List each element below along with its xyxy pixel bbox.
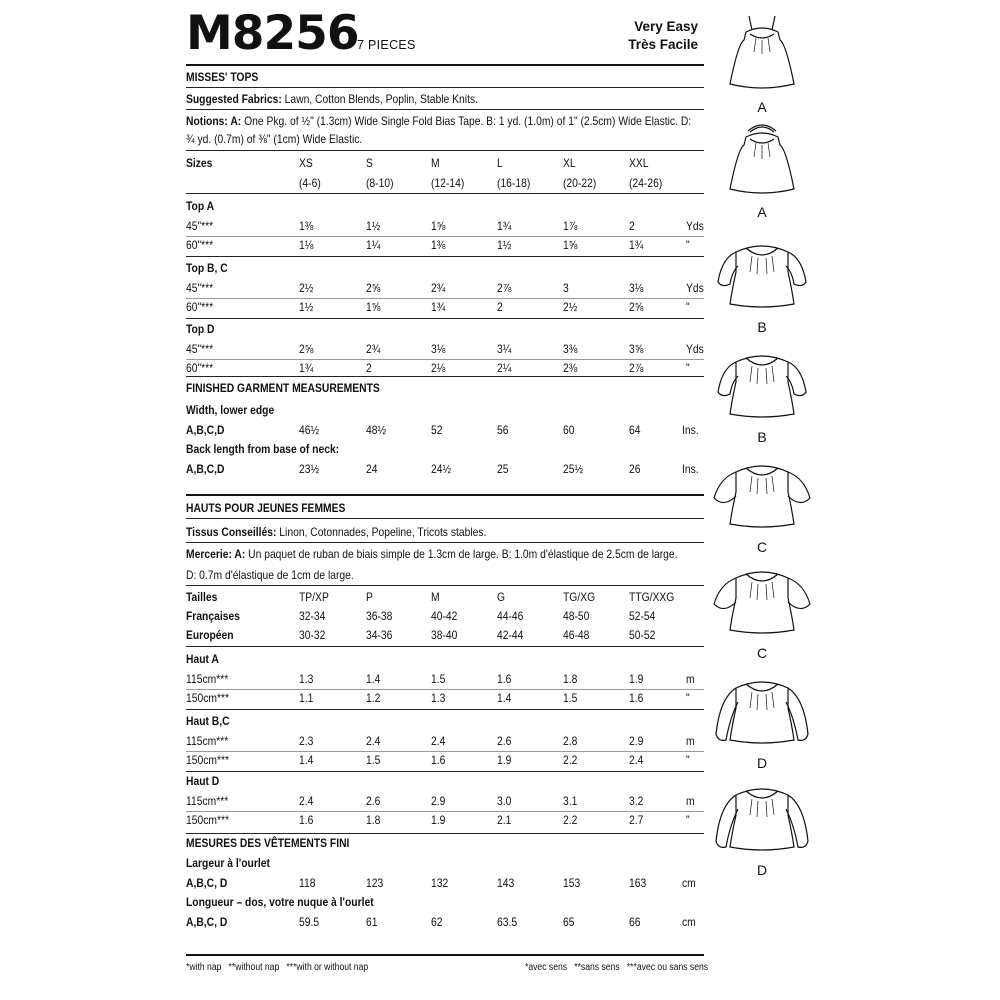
measure-value: 59.5 xyxy=(299,915,320,929)
yardage-value: 2⅜ xyxy=(563,361,578,375)
divider xyxy=(186,109,704,110)
size-header: L xyxy=(497,156,503,170)
divider xyxy=(186,236,704,237)
section-title-fr: HAUTS POUR JEUNES FEMMES xyxy=(186,501,346,515)
pattern-number: M8256 xyxy=(186,6,359,61)
size-value: TTG/XXG xyxy=(629,590,675,604)
yardage-value: 2.4 xyxy=(366,734,381,748)
top-view-b-icon xyxy=(712,232,812,316)
yardage-value: 1½ xyxy=(366,219,381,233)
header-rule xyxy=(186,64,704,66)
unit-label: Yds xyxy=(686,281,704,295)
yardage-value: 2.4 xyxy=(431,734,446,748)
view-label: C xyxy=(756,539,768,555)
top-view-a-icon xyxy=(712,117,812,201)
yardage-value: 2.1 xyxy=(497,813,512,827)
unit-label: Ins. xyxy=(682,462,699,476)
yardage-value: 1⅛ xyxy=(299,238,314,252)
yardage-value: 1⅞ xyxy=(563,219,578,233)
size-header: XS xyxy=(299,156,313,170)
footer-rule xyxy=(186,954,704,956)
yardage-value: 1.1 xyxy=(299,691,314,705)
group-title: Top B, C xyxy=(186,261,228,275)
measure-value: 26 xyxy=(629,462,641,476)
yardage-value: 1⅜ xyxy=(431,238,446,252)
measure-value: 25 xyxy=(497,462,509,476)
fabrics-text-fr: Linon, Cotonnades, Popeline, Tricots stables. xyxy=(276,525,487,539)
yardage-value: 1.5 xyxy=(563,691,578,705)
unit-label: Yds xyxy=(686,342,704,356)
measure-label: A,B,C, D xyxy=(186,915,228,929)
yardage-value: 1.4 xyxy=(366,672,381,686)
yardage-value: 3.1 xyxy=(563,794,578,808)
fabric-width-label: 115cm*** xyxy=(186,734,229,748)
yardage-value: 2¾ xyxy=(366,342,381,356)
unit-label: cm xyxy=(682,876,696,890)
size-value: P xyxy=(366,590,373,604)
fabric-width-label: 45"*** xyxy=(186,281,214,295)
yardage-value: 1.9 xyxy=(629,672,644,686)
size-row-label: Tailles xyxy=(186,590,218,604)
fabric-width-label: 45"*** xyxy=(186,342,214,356)
unit-label: " xyxy=(686,300,690,314)
yardage-value: 2⅝ xyxy=(366,281,381,295)
group-title: Top A xyxy=(186,199,215,213)
yardage-value: 1¾ xyxy=(497,219,512,233)
measure-value: 132 xyxy=(431,876,449,890)
view-label: D xyxy=(756,862,768,878)
measure-value: 25½ xyxy=(563,462,584,476)
measure-value: 64 xyxy=(629,423,641,437)
unit-label: cm xyxy=(682,915,696,929)
divider xyxy=(186,298,704,299)
fabric-width-label: 115cm*** xyxy=(186,672,229,686)
divider xyxy=(186,256,704,257)
yardage-value: 2.2 xyxy=(563,753,578,767)
unit-label: " xyxy=(686,238,690,252)
group-title: Haut A xyxy=(186,652,219,666)
view-label: D xyxy=(756,755,768,771)
yardage-value: 2.4 xyxy=(299,794,314,808)
fabric-width-label: 150cm*** xyxy=(186,813,230,827)
top-view-d-icon xyxy=(712,775,812,859)
divider xyxy=(186,709,704,710)
measure-label: A,B,C, D xyxy=(186,876,228,890)
size-range: (20-22) xyxy=(563,176,597,190)
group-title: Top D xyxy=(186,322,215,336)
notions-label-fr: Mercerie: A: xyxy=(186,547,246,561)
unit-label: m xyxy=(686,794,695,808)
size-value: 50-52 xyxy=(629,628,656,642)
view-label: B xyxy=(757,319,767,335)
yardage-value: 2.9 xyxy=(629,734,644,748)
pieces-count: 7 PIECES xyxy=(357,38,416,52)
divider xyxy=(186,646,704,647)
measure-value: 46½ xyxy=(299,423,320,437)
size-value: TG/XG xyxy=(563,590,596,604)
yardage-value: 1.4 xyxy=(497,691,512,705)
measure-value: 62 xyxy=(431,915,443,929)
measure-value: 65 xyxy=(563,915,575,929)
yardage-value: 2 xyxy=(497,300,503,314)
divider xyxy=(186,150,704,151)
size-range: (8-10) xyxy=(366,176,394,190)
section-rule xyxy=(186,494,704,496)
divider xyxy=(186,518,704,519)
measure-value: 24 xyxy=(366,462,378,476)
measure-value: 123 xyxy=(366,876,384,890)
view-label: C xyxy=(756,645,768,661)
divider xyxy=(186,811,704,812)
view-label: B xyxy=(757,429,767,445)
yardage-value: 2½ xyxy=(563,300,578,314)
measure-value: 118 xyxy=(299,876,316,890)
yardage-value: 1⅜ xyxy=(299,219,314,233)
yardage-value: 2 xyxy=(629,219,635,233)
notions-line1-fr: Un paquet de ruban de biais simple de 1.3cm de large. B: 1.0m d'élastique de 2.5cm de large. xyxy=(245,547,678,561)
size-value: 48-50 xyxy=(563,609,590,623)
measure-value: 61 xyxy=(366,915,378,929)
divider xyxy=(186,585,704,586)
yardage-value: 1.6 xyxy=(299,813,314,827)
yardage-value: 1⅝ xyxy=(431,219,446,233)
fabrics-text-en: Lawn, Cotton Blends, Poplin, Stable Knits. xyxy=(281,92,478,106)
yardage-value: 2.2 xyxy=(563,813,578,827)
size-value: 46-48 xyxy=(563,628,590,642)
measure-value: 52 xyxy=(431,423,443,437)
divider xyxy=(186,751,704,752)
top-view-b-icon xyxy=(712,342,812,426)
unit-label: " xyxy=(686,753,690,767)
yardage-value: 1¾ xyxy=(299,361,314,375)
size-value: 32-34 xyxy=(299,609,326,623)
fabric-width-label: 60"*** xyxy=(186,361,214,375)
yardage-value: 2⅝ xyxy=(629,300,644,314)
yardage-value: 2 xyxy=(366,361,372,375)
fabric-width-label: 45"*** xyxy=(186,219,214,233)
size-row-label: Européen xyxy=(186,628,234,642)
size-range: (24-26) xyxy=(629,176,663,190)
fabric-width-label: 115cm*** xyxy=(186,794,229,808)
top-view-a-icon xyxy=(712,12,812,96)
measure-value: 24½ xyxy=(431,462,452,476)
divider xyxy=(186,318,704,319)
notions-line2-en: ¾ yd. (0.7m) of ⅜" (1cm) Wide Elastic. xyxy=(186,132,363,146)
unit-label: Ins. xyxy=(682,423,699,437)
notions-fr xyxy=(186,547,678,561)
top-view-d-icon xyxy=(712,668,812,752)
notions-line1-en: One Pkg. of ½" (1.3cm) Wide Single Fold Bias Tape. B: 1 yd. (1.0m) of 1" (2.5cm) Wide Elastic. D: xyxy=(241,114,692,128)
size-range: (4-6) xyxy=(299,176,321,190)
measure-value: 66 xyxy=(629,915,641,929)
size-range: (16-18) xyxy=(497,176,531,190)
size-value: 44-46 xyxy=(497,609,524,623)
top-view-c-icon xyxy=(712,558,812,642)
measure-title-fr: MESURES DES VÊTEMENTS FINI xyxy=(186,836,350,850)
divider xyxy=(186,833,704,834)
size-value: TP/XP xyxy=(299,590,329,604)
measure-label: A,B,C,D xyxy=(186,462,225,476)
yardage-value: 2.6 xyxy=(497,734,512,748)
measure-value: 23½ xyxy=(299,462,320,476)
yardage-value: 1.9 xyxy=(431,813,446,827)
yardage-value: 1.4 xyxy=(299,753,314,767)
fabric-width-label: 150cm*** xyxy=(186,753,230,767)
size-header: M xyxy=(431,156,440,170)
yardage-value: 1¼ xyxy=(366,238,381,252)
size-header: XXL xyxy=(629,156,649,170)
yardage-value: 2.4 xyxy=(629,753,644,767)
divider xyxy=(186,87,704,88)
yardage-value: 1.5 xyxy=(431,672,446,686)
yardage-value: 1.2 xyxy=(366,691,381,705)
group-title: Haut D xyxy=(186,774,220,788)
divider xyxy=(186,771,704,772)
fabric-width-label: 60"*** xyxy=(186,300,214,314)
divider xyxy=(186,542,704,543)
measure-value: 48½ xyxy=(366,423,387,437)
measure-value: 56 xyxy=(497,423,509,437)
unit-label: m xyxy=(686,672,695,686)
fabrics-fr xyxy=(186,525,486,539)
size-value: 34-36 xyxy=(366,628,393,642)
size-value: 42-44 xyxy=(497,628,524,642)
yardage-value: 1.5 xyxy=(366,753,381,767)
difficulty-fr: Très Facile xyxy=(628,37,698,52)
yardage-value: 3.0 xyxy=(497,794,512,808)
size-value: 36-38 xyxy=(366,609,393,623)
measure-value: 143 xyxy=(497,876,515,890)
measure-value: 60 xyxy=(563,423,575,437)
section-title-en: MISSES' TOPS xyxy=(186,70,259,84)
yardage-value: 3¼ xyxy=(497,342,512,356)
yardage-value: 3.2 xyxy=(629,794,644,808)
yardage-value: 2⅛ xyxy=(431,361,446,375)
yardage-value: 1.9 xyxy=(497,753,512,767)
divider xyxy=(186,376,704,377)
yardage-value: 2.8 xyxy=(563,734,578,748)
divider xyxy=(186,689,704,690)
size-range: (12-14) xyxy=(431,176,465,190)
size-header: S xyxy=(366,156,373,170)
measure-title: Back length from base of neck: xyxy=(186,442,340,456)
fabric-width-label: 150cm*** xyxy=(186,691,230,705)
size-value: 30-32 xyxy=(299,628,326,642)
yardage-value: 3⅜ xyxy=(563,342,578,356)
yardage-value: 2.9 xyxy=(431,794,446,808)
yardage-value: 2.6 xyxy=(366,794,381,808)
footnote-fr: *avec sens **sans sens ***avec ou sans sens xyxy=(525,962,709,973)
measure-label: A,B,C,D xyxy=(186,423,225,437)
measure-title: Largeur à l'ourlet xyxy=(186,856,270,870)
unit-label: " xyxy=(686,691,690,705)
yardage-value: 1.3 xyxy=(299,672,314,686)
yardage-value: 1⅝ xyxy=(563,238,578,252)
fabrics-label-en: Suggested Fabrics: xyxy=(186,92,282,106)
measure-title-en: FINISHED GARMENT MEASUREMENTS xyxy=(186,381,380,395)
divider xyxy=(186,359,704,360)
measure-value: 153 xyxy=(563,876,581,890)
unit-label: Yds xyxy=(686,219,704,233)
notions-line2-fr: D: 0.7m d'élastique de 1cm de large. xyxy=(186,568,354,582)
footnote-en: *with nap **without nap ***with or without nap xyxy=(186,962,369,973)
yardage-value: 1.6 xyxy=(431,753,446,767)
yardage-value: 1⅝ xyxy=(366,300,381,314)
measure-title: Width, lower edge xyxy=(186,403,275,417)
measure-value: 163 xyxy=(629,876,647,890)
yardage-value: 1.3 xyxy=(431,691,446,705)
yardage-value: 1½ xyxy=(497,238,512,252)
yardage-value: 1¾ xyxy=(629,238,644,252)
view-label: A xyxy=(757,99,767,115)
unit-label: " xyxy=(686,361,690,375)
measure-value: 63.5 xyxy=(497,915,518,929)
size-row-label: Françaises xyxy=(186,609,240,623)
size-header: XL xyxy=(563,156,576,170)
yardage-value: 1.8 xyxy=(366,813,381,827)
yardage-value: 2¼ xyxy=(497,361,512,375)
divider xyxy=(186,193,704,194)
notions-label-en: Notions: A: xyxy=(186,114,242,128)
size-value: M xyxy=(431,590,440,604)
size-value: 40-42 xyxy=(431,609,458,623)
yardage-value: 2⅞ xyxy=(497,281,512,295)
size-value: 38-40 xyxy=(431,628,458,642)
size-value: G xyxy=(497,590,506,604)
notions-en xyxy=(186,114,691,128)
yardage-value: 2.7 xyxy=(629,813,644,827)
yardage-value: 2¾ xyxy=(431,281,446,295)
fabrics-label-fr: Tissus Conseillés: xyxy=(186,525,277,539)
fabric-width-label: 60"*** xyxy=(186,238,214,252)
yardage-value: 1¾ xyxy=(431,300,446,314)
yardage-value: 1.8 xyxy=(563,672,578,686)
yardage-value: 3⅛ xyxy=(629,281,644,295)
unit-label: m xyxy=(686,734,695,748)
yardage-value: 3⅛ xyxy=(431,342,446,356)
size-value: 52-54 xyxy=(629,609,656,623)
view-label: A xyxy=(757,204,767,220)
yardage-value: 1½ xyxy=(299,300,314,314)
yardage-value: 3 xyxy=(563,281,569,295)
top-view-c-icon xyxy=(712,452,812,536)
yardage-value: 2⅝ xyxy=(299,342,314,356)
yardage-value: 1.6 xyxy=(497,672,512,686)
yardage-value: 1.6 xyxy=(629,691,644,705)
yardage-value: 2.3 xyxy=(299,734,314,748)
measure-title: Longueur – dos, votre nuque à l'ourlet xyxy=(186,895,374,909)
yardage-value: 3⅝ xyxy=(629,342,644,356)
yardage-value: 2⅞ xyxy=(629,361,644,375)
sizes-label: Sizes xyxy=(186,156,213,170)
fabrics-en xyxy=(186,92,478,106)
unit-label: " xyxy=(686,813,690,827)
difficulty-en: Very Easy xyxy=(634,19,698,34)
yardage-value: 2½ xyxy=(299,281,314,295)
group-title: Haut B,C xyxy=(186,714,230,728)
